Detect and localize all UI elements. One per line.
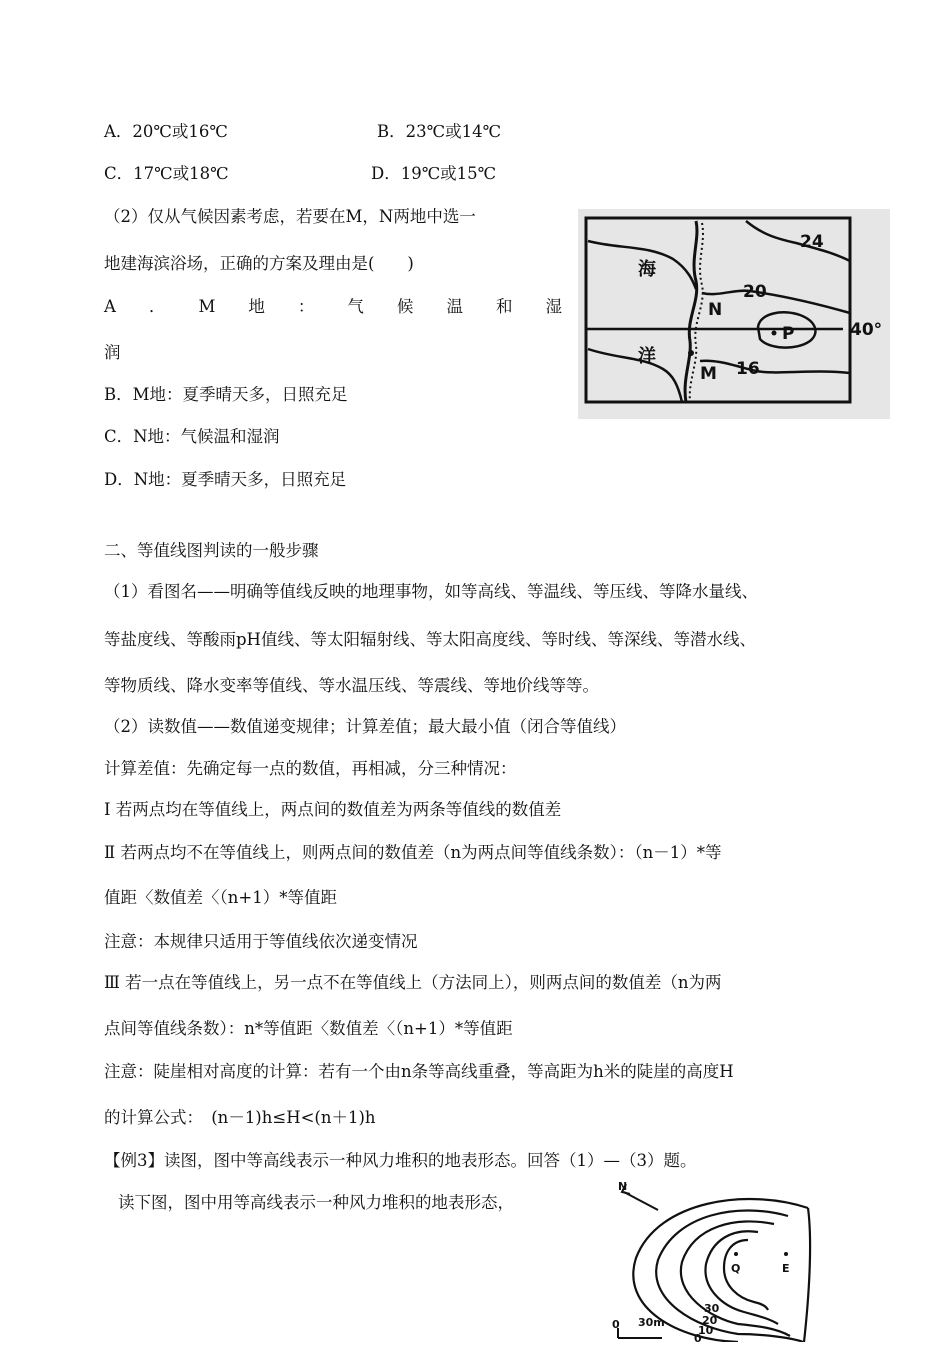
q2-option-a-part: ． [148, 297, 166, 316]
point-e-dot [784, 1252, 788, 1256]
note2-line1: 注意：陡崖相对高度的计算：若有一个由n条等高线重叠，等高距为h米的陡崖的高度H [104, 1062, 734, 1081]
q2-option-b: B．M地：夏季晴天多，日照充足 [104, 385, 348, 404]
label-iso-24: 24 [800, 232, 824, 252]
label-point-n: N [708, 300, 723, 320]
point-q-dot [734, 1252, 738, 1256]
note1-line: 注意：本规律只适用于等值线依次递变情况 [104, 932, 418, 951]
q2-option-a-part: M [198, 297, 216, 316]
contour-label-d: 0 [694, 1332, 702, 1342]
case2-line2: 值距〈数值差〈（n+1）*等值距 [104, 888, 337, 907]
q2-option-a-part: 候 [396, 297, 414, 316]
q2-option-a-part: 温 [446, 297, 463, 316]
q2-option-a [104, 296, 562, 318]
q1-option-b: B．23℃或14℃ [377, 122, 502, 141]
contour-label-b: 20 [702, 1314, 718, 1327]
step2-line: （2）读数值——数值递变规律；计算差值；最大最小值（闭合等值线） [104, 717, 626, 736]
q2-option-a-part: 湿 [545, 297, 562, 316]
calc-intro: 计算差值：先确定每一点的数值，再相减，分三种情况： [104, 759, 517, 778]
q2-option-a-part: 气 [347, 297, 364, 316]
q2-option-a-part: 和 [495, 297, 513, 316]
example3-intro: 读下图，图中用等高线表示一种风力堆积的地表形态， [118, 1193, 514, 1212]
contour-label-a: 30 [704, 1302, 720, 1315]
q2-option-a-part: A [104, 297, 116, 316]
isotherm-16 [588, 349, 850, 402]
step1-line2: 等盐度线、等酸雨pH值线、等太阳辐射线、等太阳高度线、等时线、等深线、等潜水线、 [104, 630, 756, 649]
scale-length-label: 30m [638, 1316, 665, 1329]
label-point-m: M [700, 364, 717, 384]
isotherm-map-svg [578, 209, 890, 419]
contour-3 [681, 1221, 790, 1336]
q1-option-a: A．20℃或16℃ [104, 122, 228, 141]
step1-line1: （1）看图名——明确等值线反映的地理事物，如等高线、等温线、等压线、等降水量线、 [104, 582, 758, 601]
label-iso-16: 16 [736, 359, 760, 379]
case3-line1: Ⅲ 若一点在等值线上，另一点不在等值线上（方法同上），则两点间的数值差（n为两 [104, 973, 722, 992]
dune-slip-face [804, 1208, 810, 1342]
contour-label-c: 10 [698, 1324, 714, 1337]
isotherm-map-figure [578, 209, 890, 419]
coastline [685, 221, 697, 402]
case2-line1: Ⅱ 若两点均不在等值线上，则两点间的数值差（n为两点间等值线条数）：（n－1）*等 [104, 843, 722, 862]
label-point-e: E [782, 1262, 790, 1275]
q2-stem-line2: 地建海滨浴场，正确的方案及理由是( ) [104, 254, 414, 273]
note2-line2: 的计算公式： (n－1)h≤H<(n＋1)h [104, 1108, 376, 1127]
label-sea-top: 海 [638, 259, 656, 280]
q1-option-c: C．17℃或18℃ [104, 164, 229, 183]
point-m-dot [688, 350, 694, 356]
q2-stem-line1: （2）仅从气候因素考虑，若要在M，N两地中选一 [104, 207, 476, 226]
q2-option-a-cont: 润 [104, 343, 121, 362]
section2-heading: 二、等值线图判读的一般步骤 [104, 541, 319, 560]
label-iso-20: 20 [743, 282, 767, 302]
q1-option-d: D．19℃或15℃ [371, 164, 497, 183]
contour-inner [724, 1240, 768, 1310]
q2-option-c: C．N地：气候温和湿润 [104, 427, 280, 446]
case3-line2: 点间等值线条数）：n*等值距〈数值差〈（n+1）*等值距 [104, 1019, 513, 1038]
scale-zero-label: 0 [612, 1318, 620, 1331]
label-point-p: P [782, 324, 795, 344]
dune-contour-figure [598, 1178, 820, 1342]
example3-title: 【例3】读图，图中等高线表示一种风力堆积的地表形态。回答（1）—（3）题。 [104, 1151, 697, 1170]
label-sea-bottom: 洋 [638, 346, 656, 367]
q2-option-a-part: ： [297, 297, 315, 316]
label-latitude-40: 40° [850, 320, 883, 340]
point-p-dot [772, 331, 777, 336]
label-north: N [618, 1180, 628, 1193]
step1-line3: 等物质线、降水变率等值线、等水温压线、等震线、等地价线等等。 [104, 676, 599, 695]
dune-contour-svg [598, 1178, 820, 1342]
q2-option-d: D．N地：夏季晴天多，日照充足 [104, 470, 347, 489]
label-point-q: Q [731, 1262, 741, 1275]
q2-option-a-part: 地 [248, 297, 265, 316]
case1-line: Ⅰ 若两点均在等值线上，两点间的数值差为两条等值线的数值差 [104, 800, 562, 819]
isotherm-24 [746, 221, 850, 261]
